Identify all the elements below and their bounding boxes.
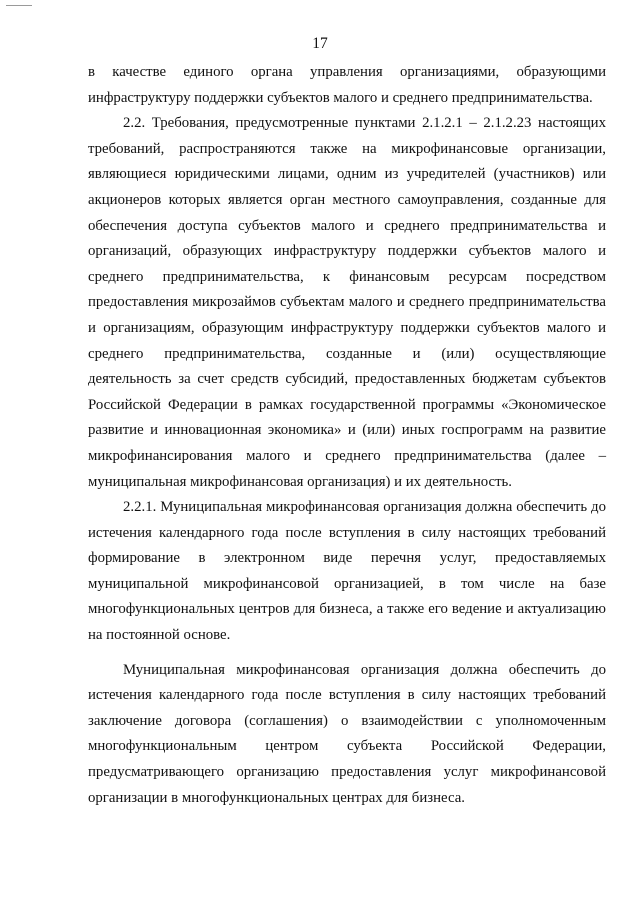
paragraph-continuation: в качестве единого органа управления организациями, образующими инфраструктуру поддержки субъектов малого и среднего предпринимательства. [88, 64, 606, 106]
document-body [88, 60, 606, 811]
paragraph-mfc-agreement: Муниципальная микрофинансовая организация должна обеспечить до истечения календарного года после вступления в силу настоящих требований заключение договора (соглашения) о взаимодействии с уполномоченным многофункциональным центром субъекта Российской Федерации, предусматривающего организацию предоставления услуг микрофинансовой организации в многофункциональных центрах для бизнеса. [88, 661, 606, 806]
page-number: 17 [312, 35, 328, 52]
paragraph-2-2: 2.2. Требования, предусмотренные пунктами 2.1.2.1 – 2.1.2.23 настоящих требований, распространяются также на микрофинансовые организации, являющиеся юридическими лицами, одним из учредителей (участников) или акционеров которых является орган местного самоуправления, созданные для обеспечения доступа субъектов малого и среднего предпринимательства и организаций, образующих инфраструктуру поддержки субъектов малого и среднего предпринимательства, к финансовым ресурсам посредством предоставления микрозаймов субъектам малого и среднего предпринимательства и организациям, образующим инфраструктуру поддержки субъектов малого и среднего предпринимательства, созданные и (или) осуществляющие деятельность за счет средств субсидий, предоставленных бюджетам субъектов Российской Федерации в рамках государственной программы «Экономическое развитие и инновационная экономика» и (или) иных госпрограмм на развитие микрофинансирования малого и среднего предпринимательства (далее – муниципальная микрофинансовая организация) и их деятельность. [88, 115, 606, 490]
scan-corner-mark [6, 5, 32, 6]
paragraph-2-2-1: 2.2.1. Муниципальная микрофинансовая организация должна обеспечить до истечения календарного года после вступления в силу настоящих требований формирование в электронном виде перечня услуг, предоставляемых муниципальной микрофинансовой организацией, в том числе на базе многофункциональных центров для бизнеса, а также его ведение и актуализацию на постоянной основе. [88, 499, 606, 644]
